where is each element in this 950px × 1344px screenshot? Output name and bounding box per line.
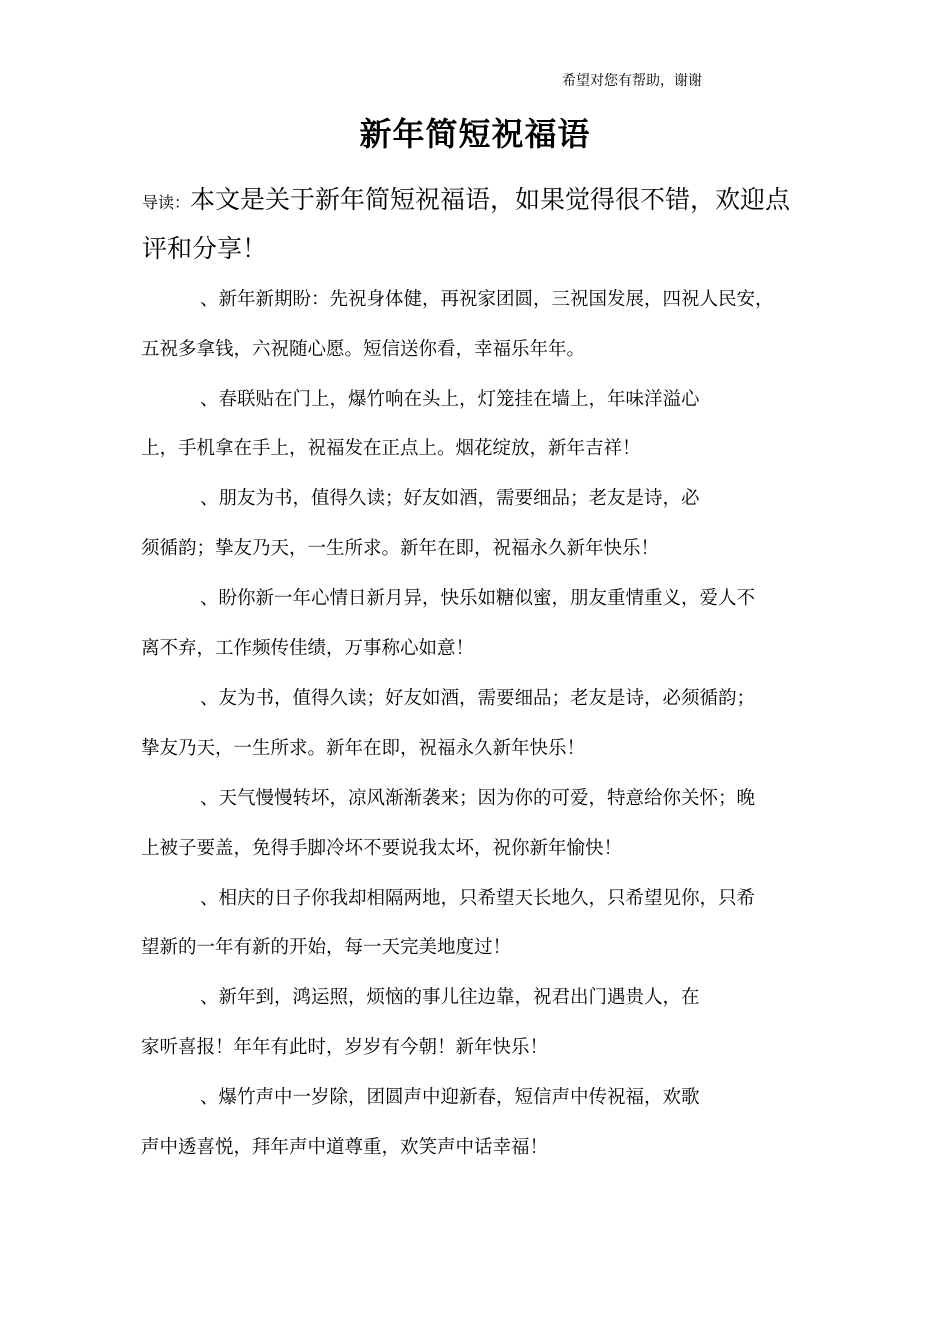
paragraph-3-line-1: 、朋友为书，值得久读；好友如酒，需要细品；老友是诗，必 <box>200 488 700 509</box>
paragraph-5-line-1: 、友为书，值得久读；好友如酒，需要细品；老友是诗，必须循韵； <box>200 688 756 709</box>
paragraph-6-line-2: 上被子要盖，免得手脚冷坏不要说我太坏，祝你新年愉快！ <box>141 838 623 859</box>
paragraph-3-line-2: 须循韵；挚友乃天，一生所求。新年在即，祝福永久新年快乐！ <box>141 538 660 559</box>
intro-line-2: 评和分享！ <box>142 234 268 263</box>
paragraph-8-line-2: 家听喜报！年年有此时，岁岁有今朝！新年快乐！ <box>141 1037 549 1058</box>
paragraph-2-line-1: 、春联贴在门上，爆竹响在头上，灯笼挂在墙上，年味洋溢心 <box>200 389 700 410</box>
paragraph-2-line-2: 上，手机拿在手上，祝福发在正点上。烟花绽放，新年吉祥！ <box>141 438 641 459</box>
paragraph-5-line-2: 挚友乃天，一生所求。新年在即，祝福永久新年快乐！ <box>141 738 586 759</box>
paragraph-6-line-1: 、天气慢慢转坏，凉风渐渐袭来；因为你的可爱，特意给你关怀；晚 <box>200 788 756 809</box>
paragraph-1-line-2: 五祝多拿钱，六祝随心愿。短信送你看，幸福乐年年。 <box>141 339 586 360</box>
paragraph-1-line-1: 、新年新期盼：先祝身体健，再祝家团圆，三祝国发展，四祝人民安， <box>200 289 774 310</box>
intro-line-1 <box>142 176 822 227</box>
intro-label: 导读： <box>142 193 191 212</box>
paragraph-4-line-2: 离不弃，工作频传佳绩，万事称心如意！ <box>141 638 475 659</box>
header-note: 希望对您有帮助，谢谢 <box>562 73 702 89</box>
paragraph-8-line-1: 、新年到，鸿运照，烦恼的事儿往边靠，祝君出门遇贵人，在 <box>200 987 700 1008</box>
paragraph-7-line-2: 望新的一年有新的开始，每一天完美地度过！ <box>141 937 512 958</box>
paragraph-4-line-1: 、盼你新一年心情日新月异，快乐如糖似蜜，朋友重情重义，爱人不 <box>200 588 756 609</box>
paragraph-7-line-1: 、相庆的日子你我却相隔两地，只希望天长地久，只希望见你，只希 <box>200 888 756 909</box>
paragraph-9-line-1: 、爆竹声中一岁除，团圆声中迎新春，短信声中传祝福，欢歌 <box>200 1087 700 1108</box>
paragraph-9-line-2: 声中透喜悦，拜年声中道尊重，欢笑声中话幸福！ <box>141 1137 549 1158</box>
document-title: 新年简短祝福语 <box>359 115 591 153</box>
intro-text-1: 本文是关于新年简短祝福语，如果觉得很不错，欢迎点 <box>190 185 791 214</box>
